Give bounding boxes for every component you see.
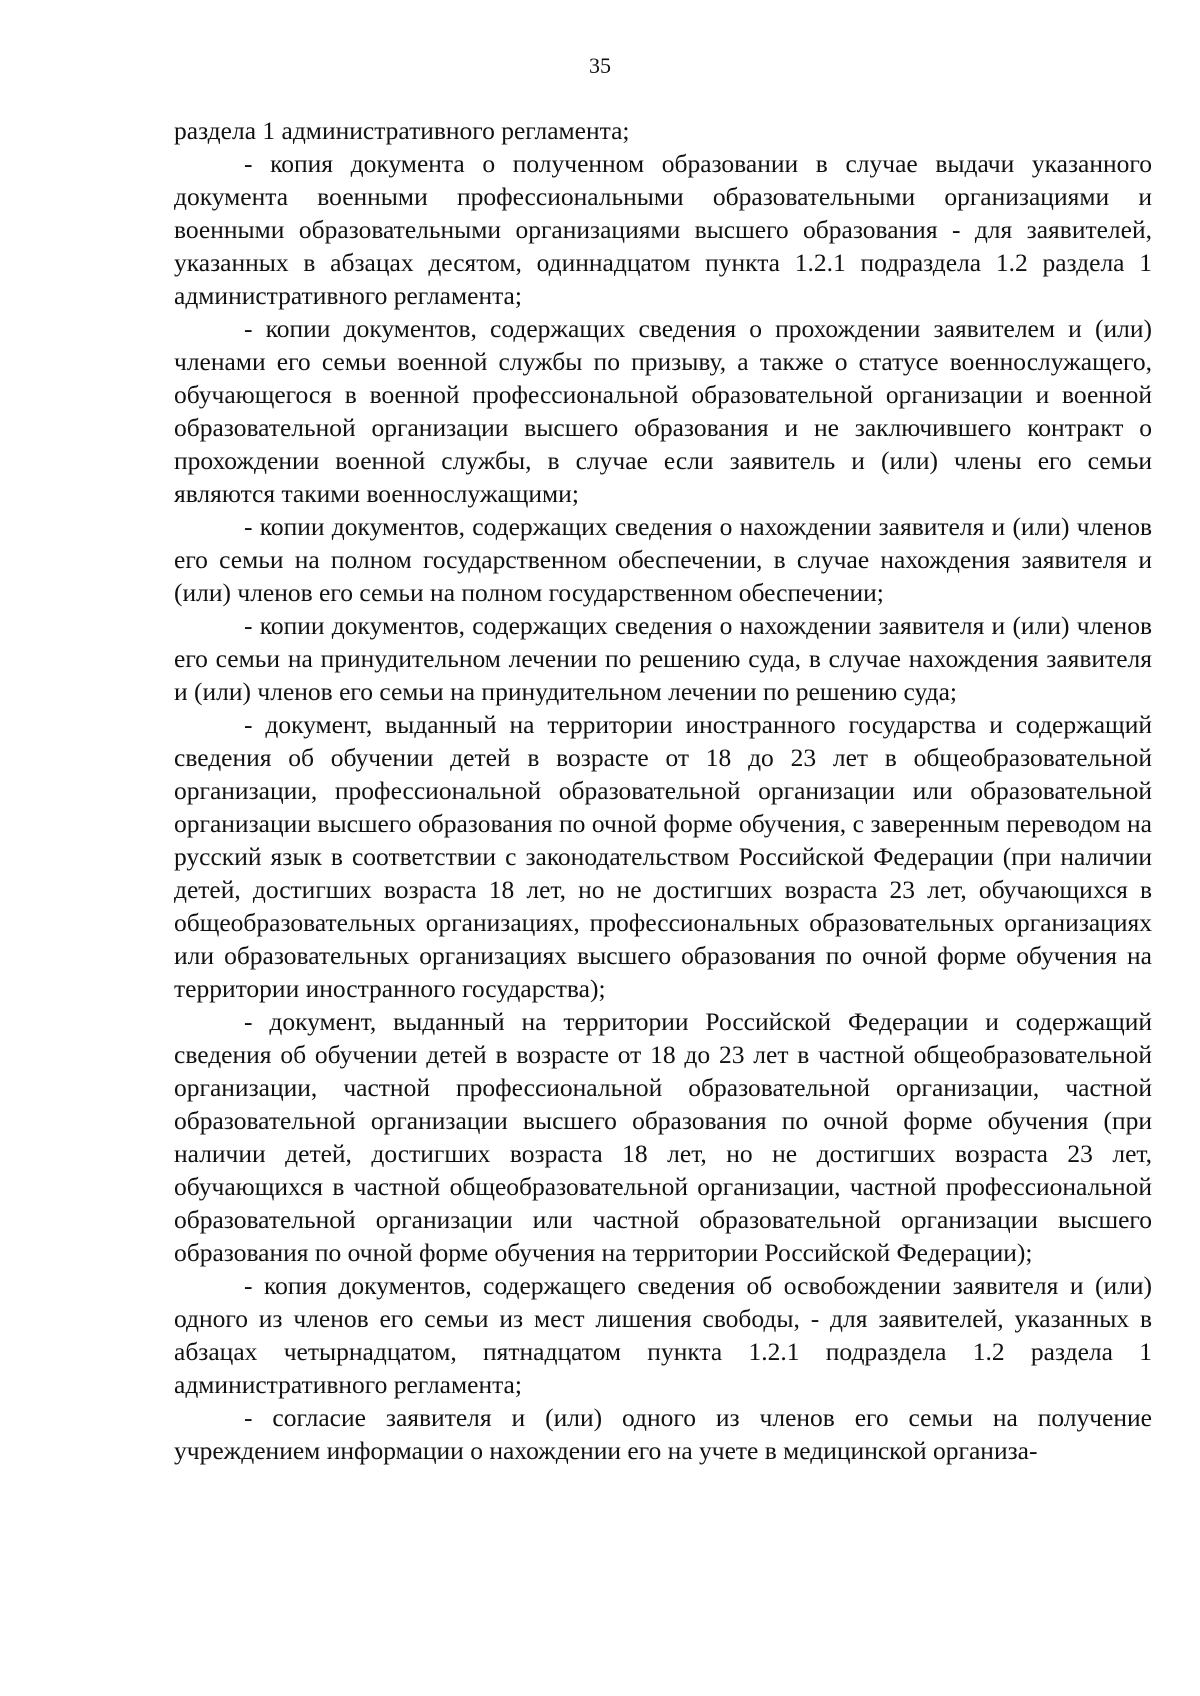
- paragraph-education-document: - копия документа о полученном образовании в случае выдачи указанного документа военными профессиональными образовательными организациями и военными образовательными организациями высшего образования - для заявителей, указанных в абзацах десятом, одиннадцатом пункта 1.2.1 подраздела 1.2 раздела 1 административного регламента;: [174, 149, 1152, 310]
- paragraph-foreign-education: - документ, выданный на территории иностранного государства и содержащий сведения об обучении детей в возрасте от 18 до 23 лет в общеобразовательной организации, профессиональной образовательной организации или образовательной организации высшего образования по очной форме обучения, с заверенным переводом на русский язык в соответствии с законодательством Российской Федерации (при наличии детей, достигших возраста 18 лет, но не достигших возраста 23 лет, обучающихся в общеобразовательных организациях, профессиональных образовательных организациях или образовательных организациях высшего образования по очной форме обучения на территории иностранного государства);: [174, 710, 1152, 1003]
- paragraph-military-service: - копии документов, содержащих сведения о прохождении заявителем и (или) членами его семьи военной службы по призыву, а также о статусе военнослужащего, обучающегося в военной профессиональной образовательной организации и военной образовательной организации высшего образования и не заключившего контракт о прохождении военной службы, в случае если заявитель и (или) члены его семьи являются такими военнослужащими;: [174, 314, 1152, 508]
- page-number: 35: [589, 53, 611, 78]
- paragraph-release-from-prison: - копия документов, содержащего сведения об освобождении заявителя и (или) одного из членов его семьи из мест лишения свободы, - для заявителей, указанных в абзацах четырнадцатом, пятнадцатом пункта 1.2.1 подраздела 1.2 раздела 1 административного регламента;: [174, 1271, 1152, 1399]
- paragraph-compulsory-treatment: - копии документов, содержащих сведения о нахождении заявителя и (или) членов его семьи на принудительном лечении по решению суда, в случае нахождения заявителя и (или) членов его семьи на принудительном лечении по решению суда;: [174, 611, 1152, 706]
- document-body: [174, 114, 1152, 1467]
- paragraph-continuation: раздела 1 административного регламента;: [174, 116, 630, 145]
- paragraph-private-education: - документ, выданный на территории Российской Федерации и содержащий сведения об обучении детей в возрасте от 18 до 23 лет в частной общеобразовательной организации, частной профессиональной образовательной организации, частной образовательной организации высшего образования по очной форме обучения (при наличии детей, достигших возраста 18 лет, но не достигших возраста 23 лет, обучающихся в частной общеобразовательной организации, частной профессиональной образовательной организации или частной образовательной организации высшего образования по очной форме обучения на территории Российской Федерации);: [174, 1007, 1152, 1267]
- paragraph-state-support: - копии документов, содержащих сведения о нахождении заявителя и (или) членов его семьи на полном государственном обеспечении, в случае нахождения заявителя и (или) членов его семьи на полном государственном обеспечении;: [174, 512, 1152, 607]
- paragraph-consent: - согласие заявителя и (или) одного из членов его семьи на получение учреждением информации о нахождении его на учете в медицинской организа-: [174, 1403, 1152, 1465]
